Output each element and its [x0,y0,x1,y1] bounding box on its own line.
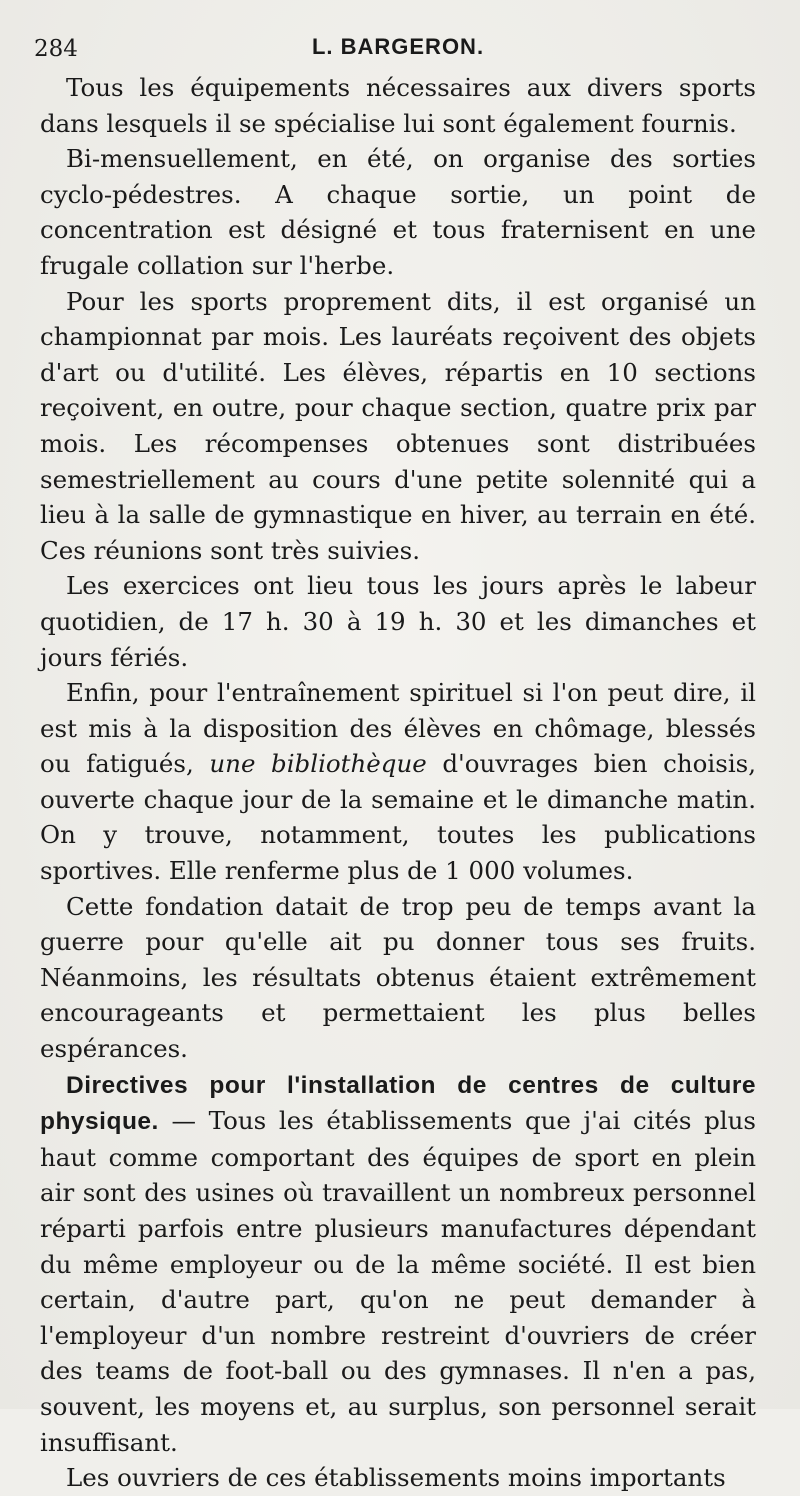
paragraph-outings: Bi-mensuellement, en été, on organise des sorties cyclo-pédestres. A chaque sortie, un point de concentration est désigné et tous fraternisent en une frugale collation sur l'herbe. [40,144,756,280]
library-text-after: d'ouvrages bien choisis, ouverte chaque jour de la semaine et le dimanche matin. On y trouve, notamment, toutes les publications sportives. Elle renferme plus de 1 000 volumes. [40,749,757,886]
paragraph-library [40,675,756,889]
page-number: 284 [34,36,78,62]
running-title: L. BARGERON. [311,34,485,59]
directives-text: — Tous les établissements que j'ai cités plus haut comme comportant des équipes de sport en plein air sont des usines où travaillent un nombreux personnel réparti parfois entre plusieurs manufactures dépendant du même employeur ou de la même société. Il est bien certain, d'autre part, qu'on ne peut demander à l'employeur d'un nombre restreint d'ouvriers de créer des teams de foot-ball ou des gymnases. Il n'en a pas, souvent, les moyens et, au surplus, son personnel serait insuffisant. [40,1106,756,1457]
paragraph-directives [40,1067,756,1461]
page-header [34,30,756,70]
paragraph-workers: Les ouvriers de ces établissements moins importants [66,1463,726,1493]
library-italic: une bibliothèque [209,749,427,779]
paragraph-foundation: Cette fondation datait de trop peu de temps avant la guerre pour qu'elle ait pu donner tous ses fruits. Néanmoins, les résultats obtenus étaient extrêmement encourageants et permettaient les plus belles espérances. [40,891,756,1064]
paragraph-equipment: Tous les équipements nécessaires aux divers sports dans lesquels il se spécialise lui sont également fournis. [40,73,756,138]
body-text [40,70,756,1496]
section-heading: Directives pour l'installation de centres de culture physique. [40,1071,756,1136]
paragraph-championship: Pour les sports proprement dits, il est organisé un championnat par mois. Les lauréats reçoivent des objets d'art ou d'utilité. Les élèves, répartis en 10 sections reçoivent, en outre, pour chaque section, quatre prix par mois. Les récompenses obtenues sont distribuées semestriellement au cours d'une petite solennité qui a lieu à la salle de gymnastique en hiver, au terrain en été. Ces réunions sont très suivies. [40,286,756,565]
paragraph-schedule: Les exercices ont lieu tous les jours après le labeur quotidien, de 17 h. 30 à 19 h. 30 et les dimanches et jours fériés. [40,571,756,672]
library-text-before: Enfin, pour l'entraînement spirituel si l'on peut dire, il est mis à la disposition des élèves en chômage, blessés ou fatigués, [40,678,756,779]
